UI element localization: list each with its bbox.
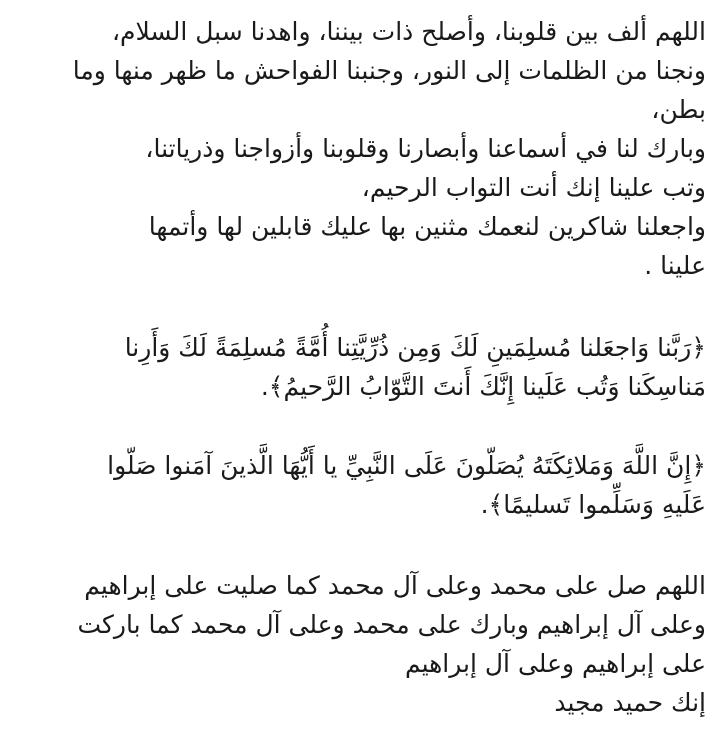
quran-verse-2	[16, 446, 706, 524]
supplication-paragraph	[16, 12, 706, 285]
text-line: وعلى آل إبراهيم وبارك على محمد وعلى آل محمد كما باركت	[77, 610, 706, 639]
text-line: علينا .	[644, 251, 706, 280]
quran-verse-1	[16, 328, 706, 406]
text-line: إنك حميد مجيد	[554, 688, 706, 717]
salawat-paragraph	[16, 566, 706, 722]
verse-line: عَلَيهِ وَسَلِّموا تَسليمًا﴾.	[480, 490, 706, 519]
text-line: اللهم ألف بين قلوبنا، وأصلح ذات بيننا، واهدنا سبل السلام،	[111, 17, 706, 46]
text-line: ونجنا من الظلمات إلى النور، وجنبنا الفواحش ما ظهر منها وما	[72, 56, 706, 85]
text-line: اللهم صل على محمد وعلى آل محمد كما صليت على إبراهيم	[84, 571, 706, 600]
text-line: وبارك لنا في أسماعنا وأبصارنا وقلوبنا وأزواجنا وذرياتنا،	[145, 134, 706, 163]
text-line: على إبراهيم وعلى آل إبراهيم	[404, 649, 706, 678]
clipped-previous-line	[646, 0, 706, 2]
verse-line: ﴿رَبَّنا وَاجعَلنا مُسلِمَينِ لَكَ وَمِن ذُرِّيَّتِنا أُمَّةً مُسلِمَةً لَكَ وَأَرِنا	[124, 333, 706, 362]
text-line: بطن،	[651, 95, 706, 124]
text-line: واجعلنا شاكرين لنعمك مثنين بها عليك قابلين لها وأتمها	[148, 212, 706, 241]
verse-line: ﴿إِنَّ اللَّهَ وَمَلائِكَتَهُ يُصَلّونَ عَلَى النَّبِيِّ يا أَيُّهَا الَّذينَ آمَنوا صَلّوا	[107, 451, 706, 480]
verse-line: مَناسِكَنا وَتُب عَلَينا إِنَّكَ أَنتَ التَّوّابُ الرَّحيمُ﴾.	[260, 372, 706, 401]
text-line: وتب علينا إنك أنت التواب الرحيم،	[361, 173, 706, 202]
